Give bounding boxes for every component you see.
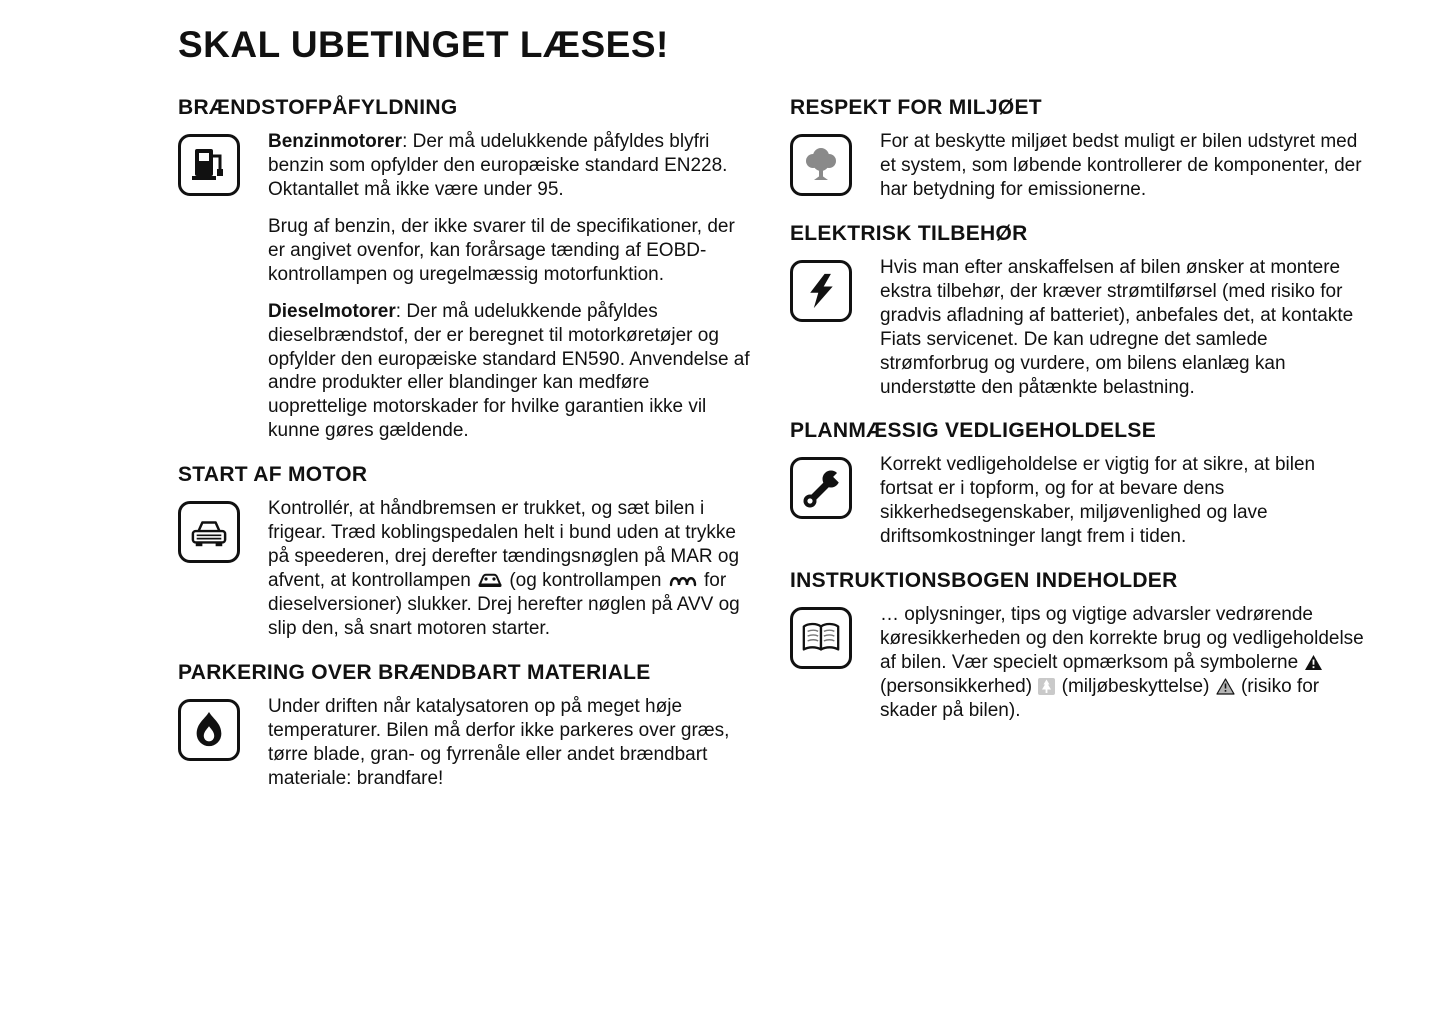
icon-cell xyxy=(178,497,268,563)
section-heading: RESPEKT FOR MILJØET xyxy=(790,96,1042,119)
icon-cell xyxy=(790,453,880,519)
open-book-icon xyxy=(790,607,852,669)
body-text: : Der må udelukkende påfyldes dieselbrændstof, der er beregnet til motorkøretøjer og opfylder den europæiske standard EN590. Anvendelse af andre produkter eller blandinger kan medføre uoprettelige motorskader for hvilke garantien ikke vil kunne gøres gældende. xyxy=(268,300,750,442)
section-start-engine xyxy=(178,463,753,649)
eobd-warning-lamp-icon xyxy=(477,571,503,589)
right-column xyxy=(790,84,1368,737)
paragraph: Brug af benzin, der ikke svarer til de specifikationer, der er angivet ovenfor, kan forårsage tænding af EOBD-kontrollampen og uregelmæssig motorfunktion. xyxy=(268,215,735,285)
paragraph: Hvis man efter anskaffelsen af bilen ønsker at montere ekstra tilbehør, der kræver strømtilførsel (med risiko for gradvis afladning af batteriet), anbefales det, at kontakte Fiats servicenet. De kan udregne det samlede strømforbrug og vurdere, om bilens elanlæg kan understøtte den påtænkte belastning. xyxy=(880,256,1354,398)
icon-cell xyxy=(178,130,268,196)
left-column xyxy=(178,84,753,805)
body-text: (miljøbeskyttelse) xyxy=(1056,676,1215,697)
section-maintenance xyxy=(790,419,1368,557)
body-text: (risiko for skader på bilen). xyxy=(880,676,1320,721)
flame-icon xyxy=(178,699,240,761)
text-cell xyxy=(880,453,1368,557)
text-cell xyxy=(880,603,1368,731)
lightning-bolt-icon xyxy=(790,260,852,322)
glow-plug-lamp-icon xyxy=(668,573,698,589)
body-text: … oplysninger, tips og vigtige advarsler vedrørende køresikkerheden og den korrekte brug og vedligeholdelse af bilen. Vær specielt opmærksom på symbolerne xyxy=(880,604,1364,674)
section-environment xyxy=(790,96,1368,210)
section-manual-contents xyxy=(790,569,1368,731)
body-text: : Der må udelukkende påfyldes blyfri benzin som opfylder den europæiske standard EN228. Oktantallet må ikke være under 95. xyxy=(268,131,728,200)
body-text: Kontrollér, at håndbremsen er trukket, og sæt bilen i frigear. Træd koblingspedalen helt i bund uden at trykke på speederen, drej derefter tændingsnøglen på MAR og afvent, at kontrollampen xyxy=(268,498,740,592)
paragraph xyxy=(880,603,1368,723)
section-fuel xyxy=(178,96,753,451)
section-heading: ELEKTRISK TILBEHØR xyxy=(790,221,1028,245)
paragraph xyxy=(268,300,753,444)
lead-text: Dieselmotorer xyxy=(268,300,396,322)
section-heading: BRÆNDSTOFPÅFYLDNING xyxy=(178,96,458,119)
body-text: (og kontrollampen xyxy=(504,570,667,592)
car-icon xyxy=(178,501,240,563)
paragraph: Under driften når katalysatoren op på meget høje temperaturer. Bilen må derfor ikke parkeres over græs, tørre blade, gran- og fyrrenåle eller andet brændbart materiale: brandfare! xyxy=(268,695,730,789)
fuel-pump-icon xyxy=(178,134,240,196)
text-cell xyxy=(268,130,753,451)
lead-text: Benzinmotorer xyxy=(268,131,403,152)
section-heading: INSTRUKTIONSBOGEN INDEHOLDER xyxy=(790,569,1178,593)
wrench-icon xyxy=(790,457,852,519)
paragraph: Korrekt vedligeholdelse er vigtig for at sikre, at bilen fortsat er i topform, og for at bevare dens sikkerhedsegenskaber, miljøvenlighed og lave driftsomkostninger langt frem i tiden. xyxy=(880,454,1316,548)
paragraph xyxy=(268,130,753,202)
warning-triangle-vehicle-damage-icon xyxy=(1216,678,1235,695)
text-cell xyxy=(880,256,1368,408)
tree-icon xyxy=(790,134,852,196)
environment-protection-symbol-icon xyxy=(1038,678,1055,695)
warning-triangle-person-safety-icon xyxy=(1304,654,1323,671)
section-heading: PLANMÆSSIG VEDLIGEHOLDELSE xyxy=(790,419,1156,443)
section-electrical xyxy=(790,222,1368,408)
text-cell xyxy=(880,130,1368,210)
paragraph xyxy=(268,497,753,641)
icon-cell xyxy=(178,695,268,761)
section-parking xyxy=(178,661,753,799)
page-title: SKAL UBETINGET LÆSES! xyxy=(178,24,669,65)
icon-cell xyxy=(790,130,880,196)
icon-cell xyxy=(790,603,880,669)
paragraph: For at beskytte miljøet bedst muligt er bilen udstyret med et system, som løbende kontrollerer de komponenter, der har betydning for emissionerne. xyxy=(880,131,1362,200)
text-cell xyxy=(268,695,753,799)
section-heading: START AF MOTOR xyxy=(178,463,368,487)
body-text: for dieselversioner) slukker. Drej herefter nøglen på AVV og slip den, så snart motoren starter. xyxy=(268,570,740,639)
body-text: (personsikkerhed) xyxy=(880,676,1038,697)
text-cell xyxy=(268,497,753,649)
two-column-layout xyxy=(178,84,1385,805)
icon-cell xyxy=(790,256,880,322)
section-heading: PARKERING OVER BRÆNDBART MATERIALE xyxy=(178,660,651,684)
